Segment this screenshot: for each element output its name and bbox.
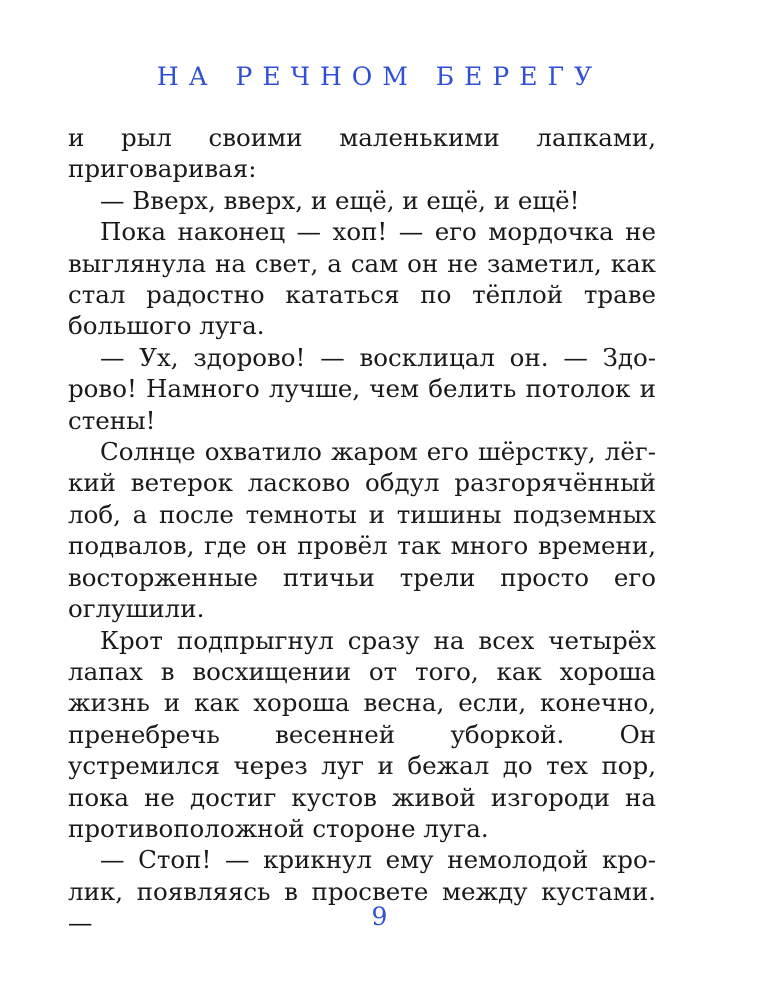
- page-number: 9: [371, 902, 388, 931]
- paragraph: Пока наконец — хоп! — его мордочка не выглянула на свет, а сам он не заметил, как стал радостно кататься по тёплой траве большого луга.: [68, 217, 656, 341]
- paragraph: Солнце охватило жаром его шёрстку, лёгкий ветерок ласково обдул разгорячённый лоб, а после темноты и тишины подземных подвалов, где он провёл так много времени, восторженные птичьи трели просто его оглушили.: [68, 437, 656, 624]
- paragraph: Крот подпрыгнул сразу на всех четырёх лапах в восхищении от того, как хороша жизнь и как хороша весна, если, конечно, пренебречь весенней уборкой. Он устремился через луг и бежал до тех пор, пока не достиг кустов живой изгороди на противоположной стороне луга.: [68, 625, 656, 843]
- body-text: [68, 122, 656, 939]
- paragraph-continuation: и рыл своими маленькими лапками, приговаривая:: [68, 123, 656, 184]
- paragraph-dialogue: — Стоп! — крикнул ему немолодой кролик, появляясь в просвете между кустами. —: [68, 845, 656, 938]
- running-title: НА РЕЧНОМ БЕРЕГУ: [156, 62, 603, 91]
- paragraph-dialogue: — Вверх, вверх, и ещё, и ещё, и ещё!: [100, 185, 580, 215]
- paragraph-dialogue: — Ух, здорово! — восклицал он. — Здорово! Намного лучше, чем белить потолок и стены!: [68, 342, 656, 435]
